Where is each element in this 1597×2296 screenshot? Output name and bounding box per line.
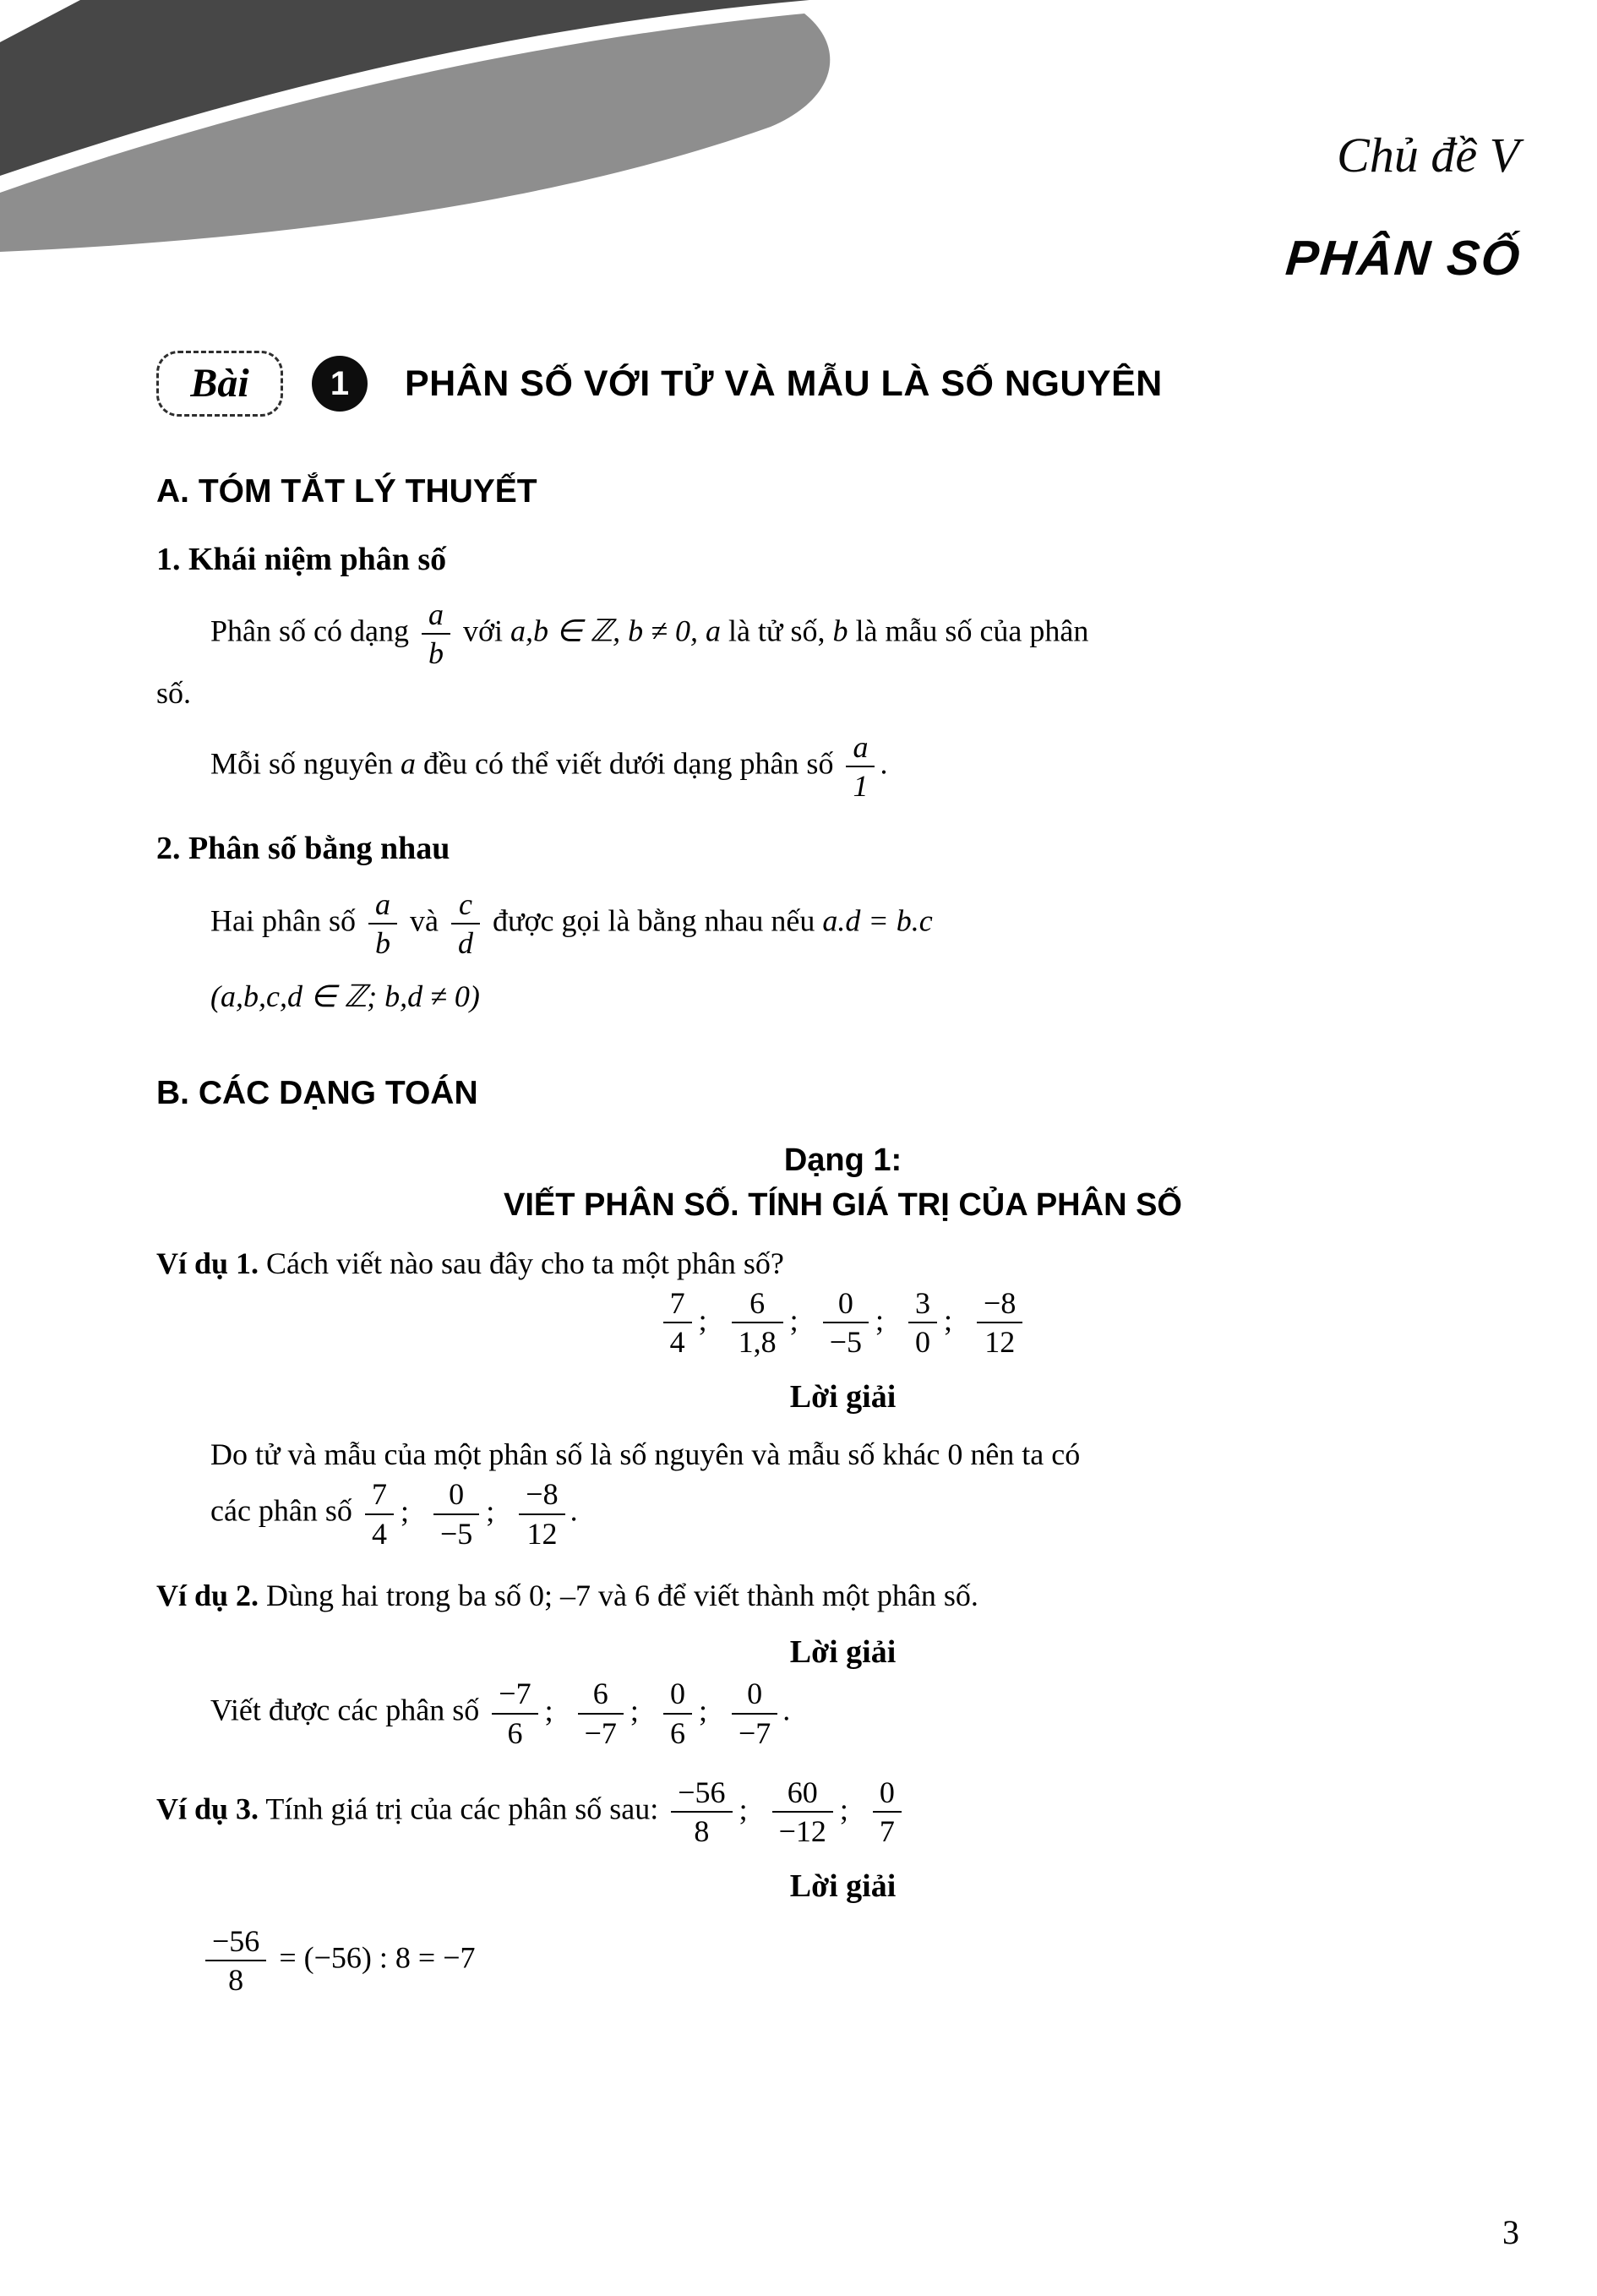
- lesson-number: 1: [330, 365, 350, 402]
- math-variable-a: a: [705, 614, 721, 648]
- fraction: [663, 1286, 692, 1360]
- fraction-numerator: 7: [669, 1285, 685, 1320]
- text-run: Viết được các phân số: [210, 1693, 480, 1727]
- fraction: [671, 1775, 732, 1849]
- example1-fraction-row: [156, 1284, 1529, 1361]
- fraction: [732, 1677, 777, 1750]
- example3-solution: [156, 1922, 1529, 1999]
- theory-item2-heading: 2. Phân số bằng nhau: [156, 831, 450, 867]
- math-variable-b: b: [832, 614, 848, 648]
- text-run: đều có thể viết dưới dạng phân số: [423, 746, 834, 781]
- fraction-denominator: b: [368, 923, 397, 960]
- example1-question: Cách viết nào sau đây cho ta một phân số?: [266, 1246, 784, 1280]
- math-expression: = (−56) : 8 = −7: [279, 1940, 476, 1975]
- fraction-numerator: 0: [837, 1285, 853, 1320]
- separator: ;: [739, 1792, 748, 1826]
- period: .: [570, 1493, 578, 1528]
- lesson-header: [156, 351, 1529, 417]
- fraction-denominator: −5: [823, 1322, 869, 1359]
- separator: ;: [698, 1302, 707, 1337]
- theory-item2-condition: (a,b,c,d ∈ ℤ; b,d ≠ 0): [210, 979, 480, 1014]
- text-run: và: [409, 903, 439, 938]
- example3-statement: [156, 1774, 1529, 1851]
- text-run: các phân số: [210, 1493, 352, 1528]
- theory-item1-heading: 1. Khái niệm phân số: [156, 541, 447, 577]
- fraction-denominator: 4: [365, 1513, 394, 1551]
- example2-solution: [156, 1675, 1529, 1752]
- fraction-a-over-1: [846, 730, 875, 804]
- fraction-numerator: 7: [371, 1477, 387, 1512]
- theory-item1-paragraph2: [156, 728, 1529, 805]
- page-content: [156, 351, 1529, 1999]
- text-run: được gọi là bằng nhau nếu: [492, 903, 815, 938]
- page-number: 3: [1502, 2213, 1519, 2251]
- fraction-numerator: a: [428, 597, 444, 631]
- separator: ;: [839, 1792, 848, 1826]
- solution-heading: Lời giải: [789, 1634, 897, 1671]
- fraction-numerator: 60: [787, 1775, 818, 1810]
- fraction-denominator: 8: [671, 1811, 732, 1848]
- fraction: [578, 1677, 624, 1750]
- fraction: [977, 1286, 1022, 1360]
- solution-heading: Lời giải: [789, 1868, 897, 1904]
- fraction: [823, 1286, 869, 1360]
- fraction: [365, 1477, 394, 1551]
- example1-solution-line2: [156, 1475, 1529, 1552]
- lesson-badge: [156, 351, 283, 417]
- example1-statement: [156, 1242, 1529, 1284]
- text-run: là tử số,: [728, 614, 826, 648]
- fraction: [492, 1677, 537, 1750]
- fraction-denominator: 7: [873, 1811, 902, 1848]
- fraction-numerator: −56: [678, 1775, 726, 1810]
- fraction: [205, 1924, 266, 1998]
- fraction-denominator: 1: [846, 766, 875, 803]
- fraction-numerator: −7: [499, 1677, 531, 1711]
- fraction-numerator: 3: [915, 1285, 931, 1320]
- fraction-numerator: 6: [592, 1677, 608, 1711]
- separator: ;: [944, 1302, 953, 1337]
- fraction-numerator: c: [458, 886, 472, 921]
- example3-question: Tính giá trị của các phân số sau:: [265, 1792, 659, 1826]
- fraction: [772, 1775, 833, 1849]
- fraction-denominator: 6: [492, 1713, 537, 1750]
- fraction-c-over-d: [451, 887, 480, 961]
- theory-item1-paragraph1-wrap: số.: [156, 676, 192, 711]
- separator: ;: [875, 1302, 885, 1337]
- theory-item1-paragraph1: [156, 596, 1529, 673]
- fraction-denominator: 4: [663, 1322, 692, 1359]
- example2-question: Dùng hai trong ba số 0; –7 và 6 để viết thành một phân số.: [266, 1578, 978, 1612]
- example1-solution-line1: Do tử và mẫu của một phân số là số nguyên và mẫu số khác 0 nên ta có: [210, 1437, 1081, 1471]
- fraction-numerator: 0: [449, 1477, 465, 1512]
- fraction-denominator: 12: [977, 1322, 1022, 1359]
- math-expression: a,b ∈ ℤ, b ≠ 0,: [510, 614, 698, 648]
- fraction-numerator: −56: [212, 1923, 260, 1958]
- text-run: .: [880, 746, 888, 781]
- separator: ;: [544, 1693, 553, 1727]
- text-run: Phân số có dạng: [210, 614, 409, 648]
- chapter-topic-label: Chủ đề V: [1337, 128, 1519, 183]
- fraction-numerator: 0: [669, 1677, 685, 1711]
- separator: ;: [400, 1493, 409, 1528]
- text-run: với: [462, 614, 504, 648]
- fraction-denominator: 6: [663, 1713, 692, 1750]
- separator: ;: [630, 1693, 639, 1727]
- example2-statement: [156, 1574, 1529, 1617]
- fraction: [519, 1477, 564, 1551]
- fraction-denominator: −12: [772, 1811, 833, 1848]
- fraction-numerator: −8: [526, 1477, 559, 1512]
- fraction-numerator: a: [853, 729, 869, 764]
- text-run: là mẫu số của phân: [855, 614, 1089, 648]
- fraction-denominator: 0: [908, 1322, 937, 1359]
- fraction-a-over-b: [422, 597, 450, 671]
- example3-label: Ví dụ 3.: [156, 1792, 259, 1826]
- lesson-title: PHÂN SỐ VỚI TỬ VÀ MẪU LÀ SỐ NGUYÊN: [405, 363, 1163, 404]
- fraction-a-over-b: [368, 887, 397, 961]
- fraction-denominator: −7: [732, 1713, 777, 1750]
- chapter-title: PHÂN SỐ: [1283, 231, 1523, 286]
- solution-heading: Lời giải: [789, 1378, 897, 1415]
- text-run: Mỗi số nguyên: [210, 746, 393, 781]
- separator: ;: [698, 1693, 707, 1727]
- lesson-number-circle: [312, 356, 368, 412]
- fraction-numerator: a: [374, 886, 390, 921]
- fraction-denominator: 1,8: [732, 1322, 783, 1359]
- math-expression-cross-product: a.d = b.c: [822, 903, 933, 938]
- section-a-heading: A. TÓM TẮT LÝ THUYẾT: [156, 473, 537, 510]
- fraction: [732, 1286, 783, 1360]
- math-variable-a: a: [401, 746, 416, 781]
- fraction-denominator: b: [422, 633, 450, 670]
- dang1-label: Dạng 1:: [783, 1143, 902, 1179]
- fraction-denominator: 12: [519, 1513, 564, 1551]
- period: .: [782, 1693, 791, 1727]
- fraction: [873, 1775, 902, 1849]
- fraction-denominator: −7: [578, 1713, 624, 1750]
- fraction-denominator: 8: [205, 1960, 266, 1997]
- lesson-badge-label: Bài: [190, 361, 249, 406]
- dang1-title: VIẾT PHÂN SỐ. TÍNH GIÁ TRỊ CỦA PHÂN SỐ: [504, 1187, 1182, 1224]
- section-b-heading: B. CÁC DẠNG TOÁN: [156, 1074, 478, 1111]
- fraction-numerator: 0: [879, 1775, 895, 1810]
- example1-label: Ví dụ 1.: [156, 1246, 259, 1280]
- text-run: Hai phân số: [210, 903, 356, 938]
- fraction-denominator: −5: [433, 1513, 479, 1551]
- separator: ;: [789, 1302, 798, 1337]
- fraction-denominator: d: [451, 923, 480, 960]
- example2-label: Ví dụ 2.: [156, 1578, 259, 1612]
- fraction-numerator: −8: [984, 1285, 1017, 1320]
- fraction-numerator: 6: [749, 1285, 766, 1320]
- theory-item2-paragraph1: [156, 886, 1529, 963]
- fraction: [663, 1677, 692, 1750]
- fraction: [433, 1477, 479, 1551]
- separator: ;: [486, 1493, 495, 1528]
- fraction: [908, 1286, 937, 1360]
- fraction-numerator: 0: [747, 1677, 763, 1711]
